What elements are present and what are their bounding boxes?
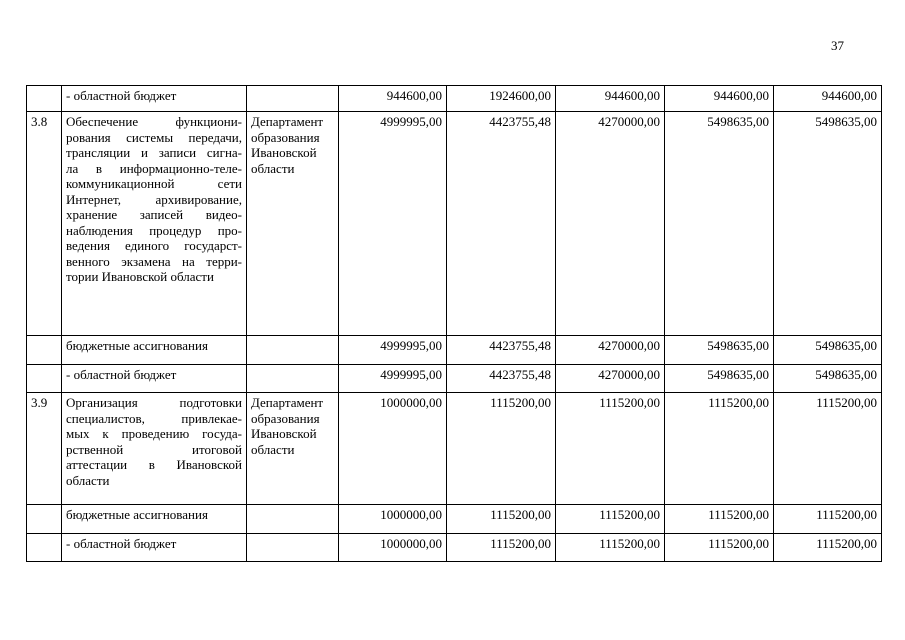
row-value: 4999995,00: [339, 365, 447, 393]
row-value: 944600,00: [774, 86, 882, 112]
row-value: 4270000,00: [556, 112, 665, 336]
row-code: [27, 534, 62, 562]
row-code: 3.8: [27, 112, 62, 336]
row-value: 4423755,48: [447, 336, 556, 365]
row-name: Организация подготовки специалистов, привлекае- мых к проведению госуда- рственной итоговой аттестации в Ивановской области: [62, 393, 247, 505]
row-name: бюджетные ассигнования: [62, 505, 247, 534]
row-value: 1115200,00: [665, 393, 774, 505]
row-executor: [247, 336, 339, 365]
row-code: [27, 365, 62, 393]
row-value: 1115200,00: [556, 534, 665, 562]
row-value: 5498635,00: [774, 112, 882, 336]
row-value: 1115200,00: [447, 505, 556, 534]
row-value: 1000000,00: [339, 534, 447, 562]
table-row: [27, 86, 882, 112]
row-name: Обеспечение функциони- рования системы передачи, трансляции и записи сигна- ла в информационно-теле- коммуникационной сети Интернет, архивирование, хранение записей видео- наблюдения процедур про- ведения единого государст- венного экзамена на терри- тории Ивановской области: [62, 112, 247, 336]
row-name: - областной бюджет: [62, 534, 247, 562]
row-value: 1115200,00: [774, 505, 882, 534]
row-value: 1115200,00: [556, 393, 665, 505]
table-row: [27, 365, 882, 393]
row-executor: Департамент образования Ивановской области: [247, 112, 339, 336]
row-value: 4999995,00: [339, 336, 447, 365]
row-code: [27, 336, 62, 365]
row-code: [27, 86, 62, 112]
budget-table: [26, 85, 882, 562]
table-row: [27, 336, 882, 365]
row-value: 1115200,00: [774, 393, 882, 505]
row-executor: [247, 505, 339, 534]
row-executor: [247, 534, 339, 562]
row-executor: Департамент образования Ивановской области: [247, 393, 339, 505]
row-value: 1115200,00: [556, 505, 665, 534]
row-value: 4423755,48: [447, 365, 556, 393]
row-value: 5498635,00: [665, 112, 774, 336]
row-value: 1000000,00: [339, 393, 447, 505]
row-value: 1924600,00: [447, 86, 556, 112]
row-executor: [247, 86, 339, 112]
row-value: 5498635,00: [665, 365, 774, 393]
table-row: [27, 505, 882, 534]
row-value: 944600,00: [339, 86, 447, 112]
row-value: 4270000,00: [556, 365, 665, 393]
row-value: 4999995,00: [339, 112, 447, 336]
row-value: 944600,00: [665, 86, 774, 112]
row-value: 1115200,00: [447, 534, 556, 562]
table-row: [27, 393, 882, 505]
row-value: 5498635,00: [774, 365, 882, 393]
table-row: [27, 534, 882, 562]
row-name: бюджетные ассигнования: [62, 336, 247, 365]
page-number: 37: [831, 38, 844, 53]
row-value: 944600,00: [556, 86, 665, 112]
row-value: 1115200,00: [665, 534, 774, 562]
table-body: [27, 86, 882, 562]
table-row: [27, 112, 882, 336]
row-code: 3.9: [27, 393, 62, 505]
row-executor: [247, 365, 339, 393]
row-value: 5498635,00: [774, 336, 882, 365]
row-name: - областной бюджет: [62, 365, 247, 393]
row-value: 1000000,00: [339, 505, 447, 534]
row-code: [27, 505, 62, 534]
row-name: - областной бюджет: [62, 86, 247, 112]
row-value: 4270000,00: [556, 336, 665, 365]
row-value: 1115200,00: [774, 534, 882, 562]
row-value: 1115200,00: [665, 505, 774, 534]
row-value: 1115200,00: [447, 393, 556, 505]
row-value: 5498635,00: [665, 336, 774, 365]
row-value: 4423755,48: [447, 112, 556, 336]
